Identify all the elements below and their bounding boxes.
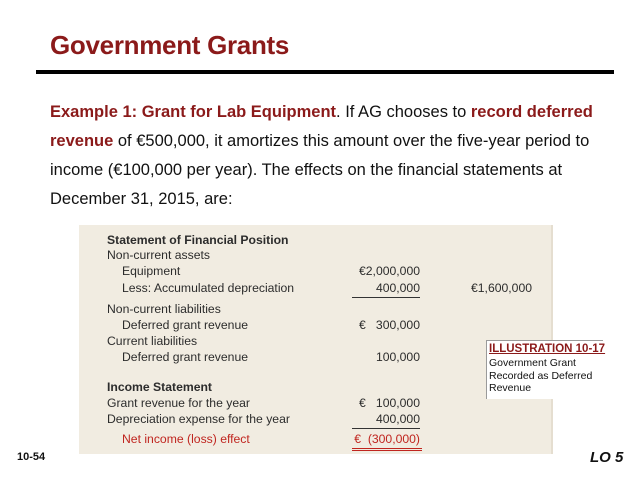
depreciation-expense-label: Depreciation expense for the year: [107, 412, 290, 426]
dep-exp-underline: [352, 428, 420, 429]
current-liabilities-label: Current liabilities: [107, 334, 198, 348]
paragraph-body: of €500,000, it amortizes this amount over the five-year period to income (€100,000 per year). The effects on the financial statements at December 31, 2015, are:: [50, 132, 590, 208]
deferred-noncurrent-label: Deferred grant revenue: [122, 318, 249, 332]
paragraph-connector: . If AG chooses to: [336, 103, 471, 121]
intro-paragraph: [50, 98, 610, 214]
learning-objective: LO 5: [590, 449, 624, 466]
net-income-underline-1: [352, 448, 422, 449]
net-equipment-value: €1,600,000: [471, 281, 532, 295]
sfp-heading: Statement of Financial Position: [107, 233, 289, 247]
is-heading: Income Statement: [107, 380, 212, 394]
net-income-label: Net income (loss) effect: [122, 432, 250, 446]
title-divider: [36, 70, 614, 74]
equipment-value: €2,000,000: [359, 264, 420, 278]
deferred-current-label: Deferred grant revenue: [122, 350, 249, 364]
net-income-value: € (300,000): [354, 432, 420, 446]
net-income-underline-2: [352, 450, 422, 451]
noncurrent-liabilities-label: Non-current liabilities: [107, 302, 221, 316]
illustration-caption: Government Grant Recorded as Deferred Revenue: [489, 357, 593, 394]
acc-dep-label: Less: Accumulated depreciation: [122, 281, 295, 295]
deferred-current-value: 100,000: [375, 350, 420, 364]
example-label: Example 1: Grant for Lab Equipment: [50, 103, 337, 121]
acc-dep-value: 400,000: [375, 281, 420, 295]
noncurrent-assets-label: Non-current assets: [107, 248, 210, 262]
depreciation-expense-value: 400,000: [375, 412, 420, 426]
slide-title: Government Grants: [50, 30, 290, 60]
keyword-highlight: record deferred revenue: [50, 103, 593, 150]
illustration-title: ILLUSTRATION 10-17: [489, 343, 606, 355]
grant-revenue-value: € 100,000: [359, 396, 420, 410]
equipment-label: Equipment: [122, 264, 181, 278]
grant-revenue-label: Grant revenue for the year: [107, 396, 250, 410]
page-number: 10-54: [17, 451, 46, 463]
acc-dep-underline: [352, 297, 420, 298]
deferred-noncurrent-value: € 300,000: [359, 318, 420, 332]
